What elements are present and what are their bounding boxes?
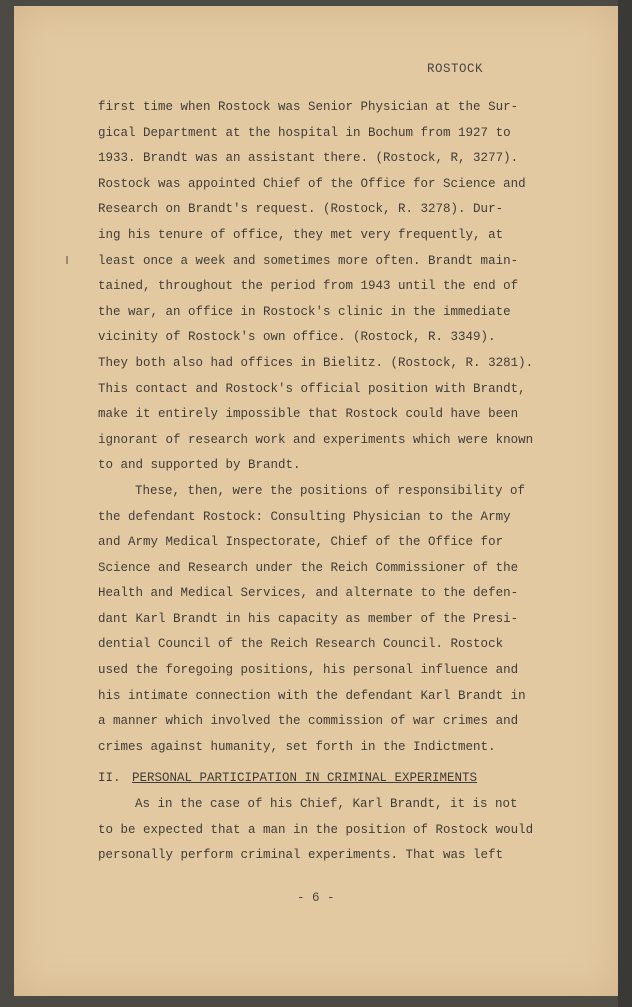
text-line: crimes against humanity, set forth in the Indictment. <box>98 739 496 754</box>
text-line: to and supported by Brandt. <box>98 458 301 473</box>
section-heading <box>98 766 538 792</box>
text-line: least once a week and sometimes more often. Brandt main- <box>98 253 519 268</box>
text-line: to be expected that a man in the position of Rostock would <box>98 822 534 837</box>
text-line: ignorant of research work and experiments which were known <box>98 432 534 447</box>
text-line: a manner which involved the commission of war crimes and <box>98 714 519 729</box>
text-line: the defendant Rostock: Consulting Physician to the Army <box>98 509 511 524</box>
text-line: As in the case of his Chief, Karl Brandt, it is not <box>135 797 518 812</box>
margin-mark <box>66 256 68 264</box>
text-line: make it entirely impossible that Rostock could have been <box>98 407 519 422</box>
text-line: 1933. Brandt was an assistant there. (Rostock, R, 3277). <box>98 151 519 166</box>
text-line: Rostock was appointed Chief of the Office for Science and <box>98 176 526 191</box>
text-line: Science and Research under the Reich Commissioner of the <box>98 560 519 575</box>
text-line: Research on Brandt's request. (Rostock, R. 3278). Dur- <box>98 202 504 217</box>
document-body <box>98 95 538 869</box>
text-line: This contact and Rostock's official position with Brandt, <box>98 381 526 396</box>
text-line: gical Department at the hospital in Bochum from 1927 to <box>98 125 511 140</box>
binder-edge <box>618 0 632 1007</box>
text-line: his intimate connection with the defendant Karl Brandt in <box>98 688 526 703</box>
page-number: - 6 - <box>297 891 335 905</box>
section-number: II. <box>98 771 121 786</box>
paragraph-2 <box>98 479 538 761</box>
text-line: dant Karl Brandt in his capacity as member of the Presi- <box>98 611 519 626</box>
text-line: These, then, were the positions of responsibility of <box>135 483 526 498</box>
text-line: used the foregoing positions, his personal influence and <box>98 663 519 678</box>
text-line: the war, an office in Rostock's clinic in the immediate <box>98 304 511 319</box>
text-line: They both also had offices in Bielitz. (Rostock, R. 3281). <box>98 355 534 370</box>
text-line: tained, throughout the period from 1943 until the end of <box>98 279 519 294</box>
text-line: ing his tenure of office, they met very frequently, at <box>98 227 504 242</box>
text-line: vicinity of Rostock's own office. (Rostock, R. 3349). <box>98 330 496 345</box>
text-line: and Army Medical Inspectorate, Chief of the Office for <box>98 535 504 550</box>
paragraph-1 <box>98 95 538 479</box>
text-line: personally perform criminal experiments. That was left <box>98 848 504 863</box>
text-line: dential Council of the Reich Research Council. Rostock <box>98 637 504 652</box>
section-title: PERSONAL PARTICIPATION IN CRIMINAL EXPERIMENTS <box>132 771 478 786</box>
text-line: Health and Medical Services, and alternate to the defen- <box>98 586 519 601</box>
paragraph-3 <box>98 792 538 869</box>
text-line: first time when Rostock was Senior Physician at the Sur- <box>98 100 519 114</box>
running-header: ROSTOCK <box>427 62 484 76</box>
